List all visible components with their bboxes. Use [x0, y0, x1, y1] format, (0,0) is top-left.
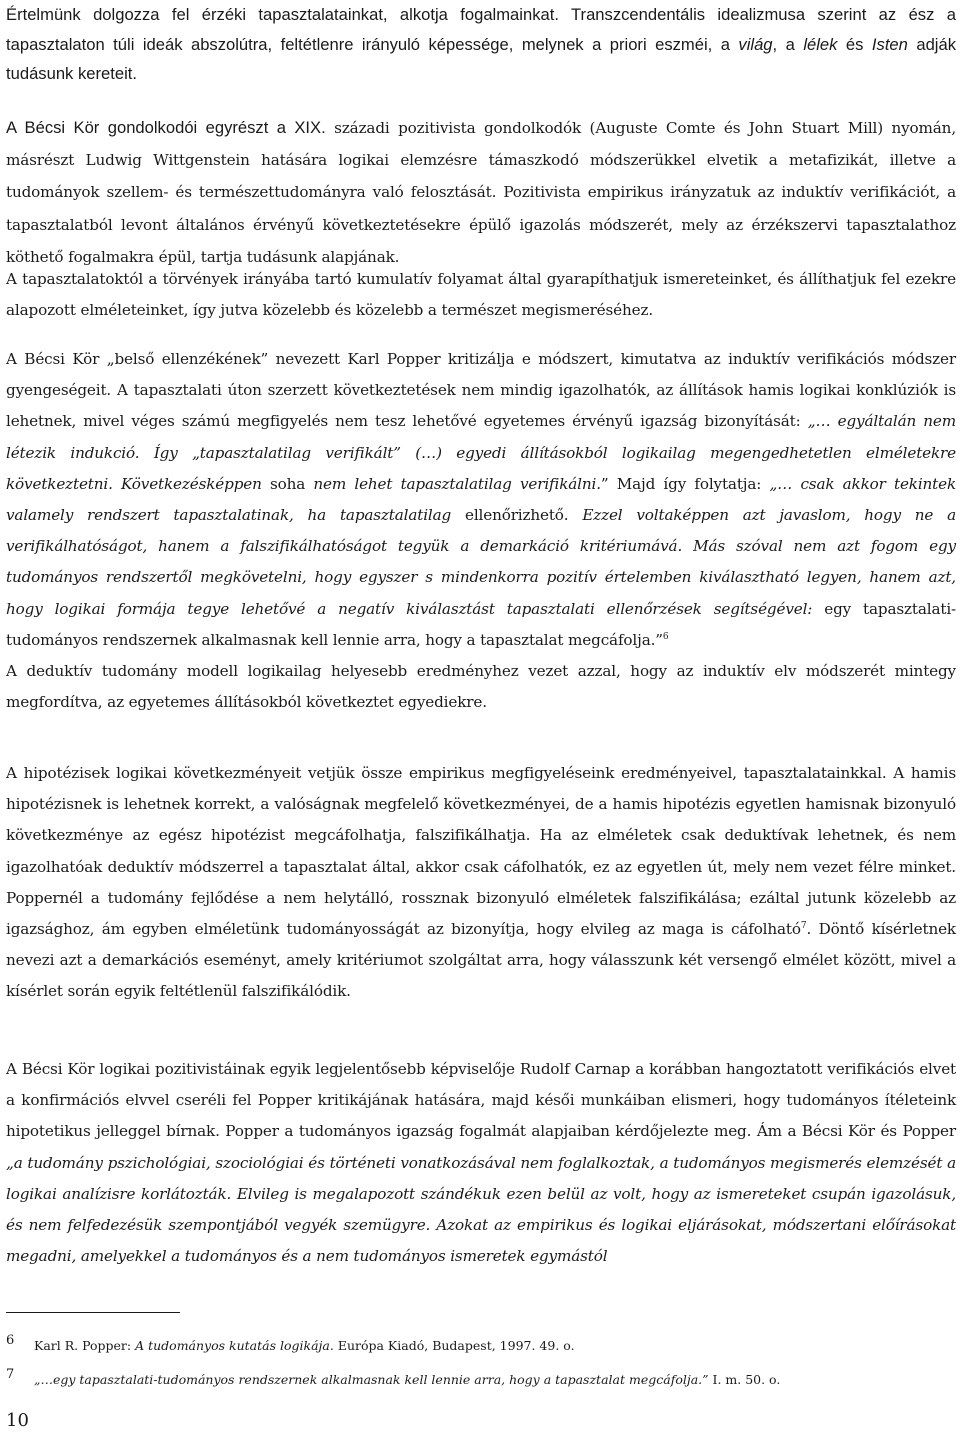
p1-italic-vilag: világ — [738, 34, 773, 54]
footnote-ref-7[interactable]: 7 — [800, 921, 807, 932]
paragraph-3 — [6, 264, 956, 326]
footnote-7 — [6, 1366, 780, 1389]
footnote-6-text-1: Karl R. Popper: — [34, 1338, 136, 1353]
p7-quote: „a tudomány pszichológiai, szociológiai és történeti vonatkozásával nem foglalkoztak, a tudományos megismerés elemzését a logikai analízisre korlátozták. Elvileg is megalapozott szándékuk ezen belül az volt, hogy az ismereteket csupán igazolásuk, és nem felfedezésük szempontjából vegyék szemügyre. Azokat az empirikus és logikai eljárásokat, módszertani előírásokat megadni, amelyekkel a tudományos és a nem tudományos ismeretek egymástól — [6, 1153, 956, 1266]
p4-quote-4: Ezzel voltaképpen azt javaslom, hogy ne a verifikálhatóságot, hanem a falszifikálhatóságot tegyük a demarkáció kritériumává. Más szóval nem azt fogom egy tudományos rendszertől megkövetelni, hogy egyszer s mindenkorra pozitív értelemben kiválasztható legyen, hanem azt, hogy logikai formája tegye lehetővé a negatív kiválasztást tapasztalati ellenőrzések segítségével: — [6, 506, 956, 618]
footnote-ref-6[interactable]: 6 — [662, 631, 669, 642]
p4-quote-3: „… csak akkor tekintek valamely rendszert tapasztalatinak, ha tapasztalatilag — [6, 474, 957, 525]
p1-italic-lelek: lélek — [803, 34, 838, 54]
p4-text-3: ” Majd így folytatja: — [600, 474, 770, 493]
p4-text-1: A Bécsi Kör „belső ellenzékének” nevezett Karl Popper kritizálja e módszert, kimutatva az induktív verifikációs módszer gyengeségeit. A tapasztalati úton szerzett következtetések nem mindig igazolhatók, az állítások hamis logikai konklúziók is lehetnek, mivel véges számú megfigyelés nem tesz lehetővé egyetemes érvényű igazság bizonyítását: — [6, 350, 956, 431]
footnote-6-title: A tudományos kutatás logikája — [135, 1338, 330, 1353]
p5-text: A deduktív tudomány modell logikailag helyesebb eredményhez vezet azzal, hogy az induktív elv módszerét mintegy megfordítva, az egyetemes állításokból következtet egyediekre. — [6, 662, 956, 712]
p1-text-2: , a — [772, 34, 804, 54]
p1-text-3: és — [837, 34, 872, 54]
footnote-7-quote: „…egy tapasztalati-tudományos rendszernek alkalmasnak kell lennie arra, hogy a tapasztalat megcáfolja.” — [34, 1372, 709, 1387]
p4-text-4: ellenőrizhető. — [451, 506, 583, 525]
p1-text-1: Értelmünk dolgozza fel érzéki tapasztalatainkat, alkotja fogalmainkat. Transzcendentális idealizmusa szerint az ész a tapasztalaton túli ideák abszolútra, feltétlenre irányuló képessége, melynek a priori eszméi, a — [6, 5, 956, 54]
p1-text-4: adják tudásunk kereteit. — [6, 34, 957, 84]
footnote-6-text-2: . Európa Kiadó, Budapest, 1997. 49. o. — [329, 1338, 575, 1353]
p4-quote-2: nem lehet tapasztalatilag verifikálni. — [313, 474, 601, 493]
paragraph-5 — [6, 656, 956, 718]
p3-text: A tapasztalatoktól a törvények irányába tartó kumulatív folyamat által gyarapíthatjuk ismereteinket, és állíthatjuk fel ezekre alapozott elméleteinket, így jutva közelebb és közelebb a természet megismeréséhez. — [6, 270, 956, 320]
paragraph-6 — [6, 758, 956, 1008]
p4-text-2: soha — [261, 474, 314, 493]
p1-italic-isten: Isten — [871, 34, 908, 54]
footnote-7-number: 7 — [6, 1367, 15, 1382]
p4-text-5: egy tapasztalati-tudományos rendszernek alkalmasnak kell lennie arra, hogy a tapasztalat megcáfolja.” — [6, 599, 957, 649]
page-number: 10 — [6, 1410, 29, 1431]
paragraph-4 — [6, 344, 956, 656]
footnote-7-text: I. m. 50. o. — [708, 1372, 781, 1387]
paragraph-2 — [6, 112, 956, 273]
paragraph-7 — [6, 1054, 956, 1272]
p6-text-1: A hipotézisek logikai következményeit vetjük össze empirikus megfigyeléseink eredményeivel, tapasztalatainkkal. A hamis hipotézisnek is lehetnek korrekt, a valóságnak megfelelő következményei, de a hamis hipotézis egyetlen hamisnak bizonyuló következménye az egész hipotézist megcáfolhatja, falszifikálhatja. Ha az elméletek csak deduktívak lehetnek, és nem igazolhatóak deduktív módszerrel a tapasztalat által, akkor csak cáfolhatók, ez az egyetlen út, mely nem vezet félre minket. Poppernél a tudomány fejlődése a nem helytálló, rossznak bizonyuló elméletek falszifikálása; ezáltal jutunk közelebb az igazsághoz, ám egyben elméletünk tudományosságát az bizonyítja, hogy elvileg az maga is cáfolható — [6, 764, 956, 939]
p4-quote-1: „… egyáltalán nem létezik indukció. Így „tapasztalatilag verifikált” (…) egyedi állításokból logikailag megengedhetetlen elméletekre következtetni. Következésképpen — [6, 412, 957, 493]
footnote-6-number: 6 — [6, 1333, 15, 1348]
p7-text-1: A Bécsi Kör logikai pozitivistáinak egyik legjelentősebb képviselője Rudolf Carnap a korábban hangoztatott verifikációs elvet a konfirmációs elvvel cseréli fel Popper kritikájának hatására, majd késői munkáiban elismeri, hogy tudományos ítéleteink hipotetikus jelleggel bírnak. Popper a tudományos igazság fogalmát alapjaiban kérdőjelezte meg. Ám a Bécsi Kör és Popper — [6, 1060, 956, 1141]
footnote-separator — [6, 1312, 180, 1313]
p2-sans-text: A Bécsi Kör gondolkodói egyrészt a XIX. — [6, 118, 326, 137]
paragraph-1 — [6, 0, 956, 89]
p2-serif-text: századi pozitivista gondolkodók (Auguste Comte és John Stuart Mill) nyomán, másrészt Ludwig Wittgenstein hatására logikai elemzésre támaszkodó módszerükkel elvetik a metafizikát, illetve a tudományok szellem- és természettudományra való felosztását. Pozitivista empirikus irányzatuk az induktív verifikációt, a tapasztalatból levont általános érvényű következtetésekre épülő igazolás módszerét, mely az érzékszervi tapasztalathoz köthető fogalmakra épül, tartja tudásunk alapjának. — [6, 119, 956, 266]
footnote-6 — [6, 1332, 575, 1355]
p6-text-2: . Döntő kísérletnek nevezi azt a demarkációs eseményt, amely kritériumot szolgáltat arra, hogy válasszunk két versengő elmélet között, mivel a kísérlet során egyik feltétlenül falszifikálódik. — [6, 920, 956, 1001]
